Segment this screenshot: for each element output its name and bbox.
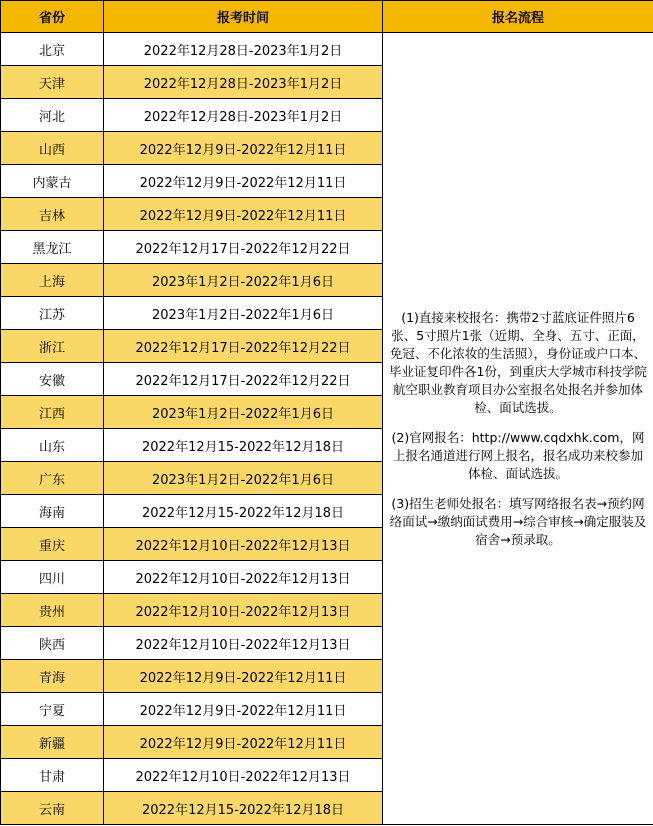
province-cell: 海南 xyxy=(1,495,104,528)
time-cell: 2022年12月15-2022年12月18日 xyxy=(104,792,383,825)
time-cell: 2022年12月9日-2022年12月11日 xyxy=(104,693,383,726)
province-cell: 新疆 xyxy=(1,726,104,759)
province-cell: 黑龙江 xyxy=(1,231,104,264)
province-cell: 青海 xyxy=(1,660,104,693)
time-cell: 2022年12月9日-2022年12月11日 xyxy=(104,132,383,165)
time-cell: 2023年1月2日-2022年1月6日 xyxy=(104,264,383,297)
time-cell: 2022年12月17日-2022年12月22日 xyxy=(104,330,383,363)
province-cell: 山东 xyxy=(1,429,104,462)
province-cell: 重庆 xyxy=(1,528,104,561)
province-cell: 吉林 xyxy=(1,198,104,231)
header-process: 报名流程 xyxy=(383,1,653,33)
time-cell: 2023年1月2日-2022年1月6日 xyxy=(104,462,383,495)
time-cell: 2022年12月10日-2022年12月13日 xyxy=(104,528,383,561)
time-cell: 2022年12月15-2022年12月18日 xyxy=(104,495,383,528)
province-cell: 北京 xyxy=(1,33,104,66)
time-cell: 2022年12月28日-2023年1月2日 xyxy=(104,66,383,99)
time-cell: 2022年12月17日-2022年12月22日 xyxy=(104,231,383,264)
province-cell: 浙江 xyxy=(1,330,104,363)
time-cell: 2022年12月9日-2022年12月11日 xyxy=(104,198,383,231)
province-cell: 江西 xyxy=(1,396,104,429)
province-cell: 贵州 xyxy=(1,594,104,627)
province-cell: 上海 xyxy=(1,264,104,297)
time-cell: 2022年12月10日-2022年12月13日 xyxy=(104,594,383,627)
process-step-3: (3)招生老师处报名：填写网络报名表→预约网络面试→缴纳面试费用→综合审核→确定服装及宿舍→预录取。 xyxy=(389,495,647,547)
time-cell: 2022年12月28日-2023年1月2日 xyxy=(104,33,383,66)
process-step-1: (1)直接来校报名：携带2寸蓝底证件照片6张、5寸照片1张（近期、全身、五寸、正面，免冠、不化浓妆的生活照），身份证或户口本、毕业证复印件各1份，到重庆大学城市科技学院航空职业教育项目办公室报名处报名并参加体检、面试选拔。 xyxy=(389,309,647,415)
province-cell: 陕西 xyxy=(1,627,104,660)
province-cell: 甘肃 xyxy=(1,759,104,792)
process-cell xyxy=(383,33,653,825)
time-cell: 2022年12月17日-2022年12月22日 xyxy=(104,363,383,396)
province-cell: 宁夏 xyxy=(1,693,104,726)
time-cell: 2022年12月9日-2022年12月11日 xyxy=(104,165,383,198)
time-cell: 2022年12月10日-2022年12月13日 xyxy=(104,627,383,660)
time-cell: 2023年1月2日-2022年1月6日 xyxy=(104,297,383,330)
province-cell: 安徽 xyxy=(1,363,104,396)
table-row xyxy=(1,33,653,66)
province-cell: 云南 xyxy=(1,792,104,825)
time-cell: 2022年12月10日-2022年12月13日 xyxy=(104,561,383,594)
province-cell: 内蒙古 xyxy=(1,165,104,198)
time-cell: 2022年12月9日-2022年12月11日 xyxy=(104,726,383,759)
process-step-2: (2)官网报名：http://www.cqdxhk.com，网上报名通道进行网上报名，报名成功来校参加体检、面试选拔。 xyxy=(391,429,645,481)
province-cell: 天津 xyxy=(1,66,104,99)
time-cell: 2022年12月15-2022年12月18日 xyxy=(104,429,383,462)
province-cell: 广东 xyxy=(1,462,104,495)
header-province: 省份 xyxy=(1,1,104,33)
header-row xyxy=(1,1,653,33)
time-cell: 2022年12月10日-2022年12月13日 xyxy=(104,759,383,792)
province-cell: 河北 xyxy=(1,99,104,132)
time-cell: 2022年12月9日-2022年12月11日 xyxy=(104,660,383,693)
province-cell: 江苏 xyxy=(1,297,104,330)
header-time: 报考时间 xyxy=(104,1,383,33)
province-cell: 山西 xyxy=(1,132,104,165)
province-cell: 四川 xyxy=(1,561,104,594)
time-cell: 2023年1月2日-2022年1月6日 xyxy=(104,396,383,429)
time-cell: 2022年12月28日-2023年1月2日 xyxy=(104,99,383,132)
